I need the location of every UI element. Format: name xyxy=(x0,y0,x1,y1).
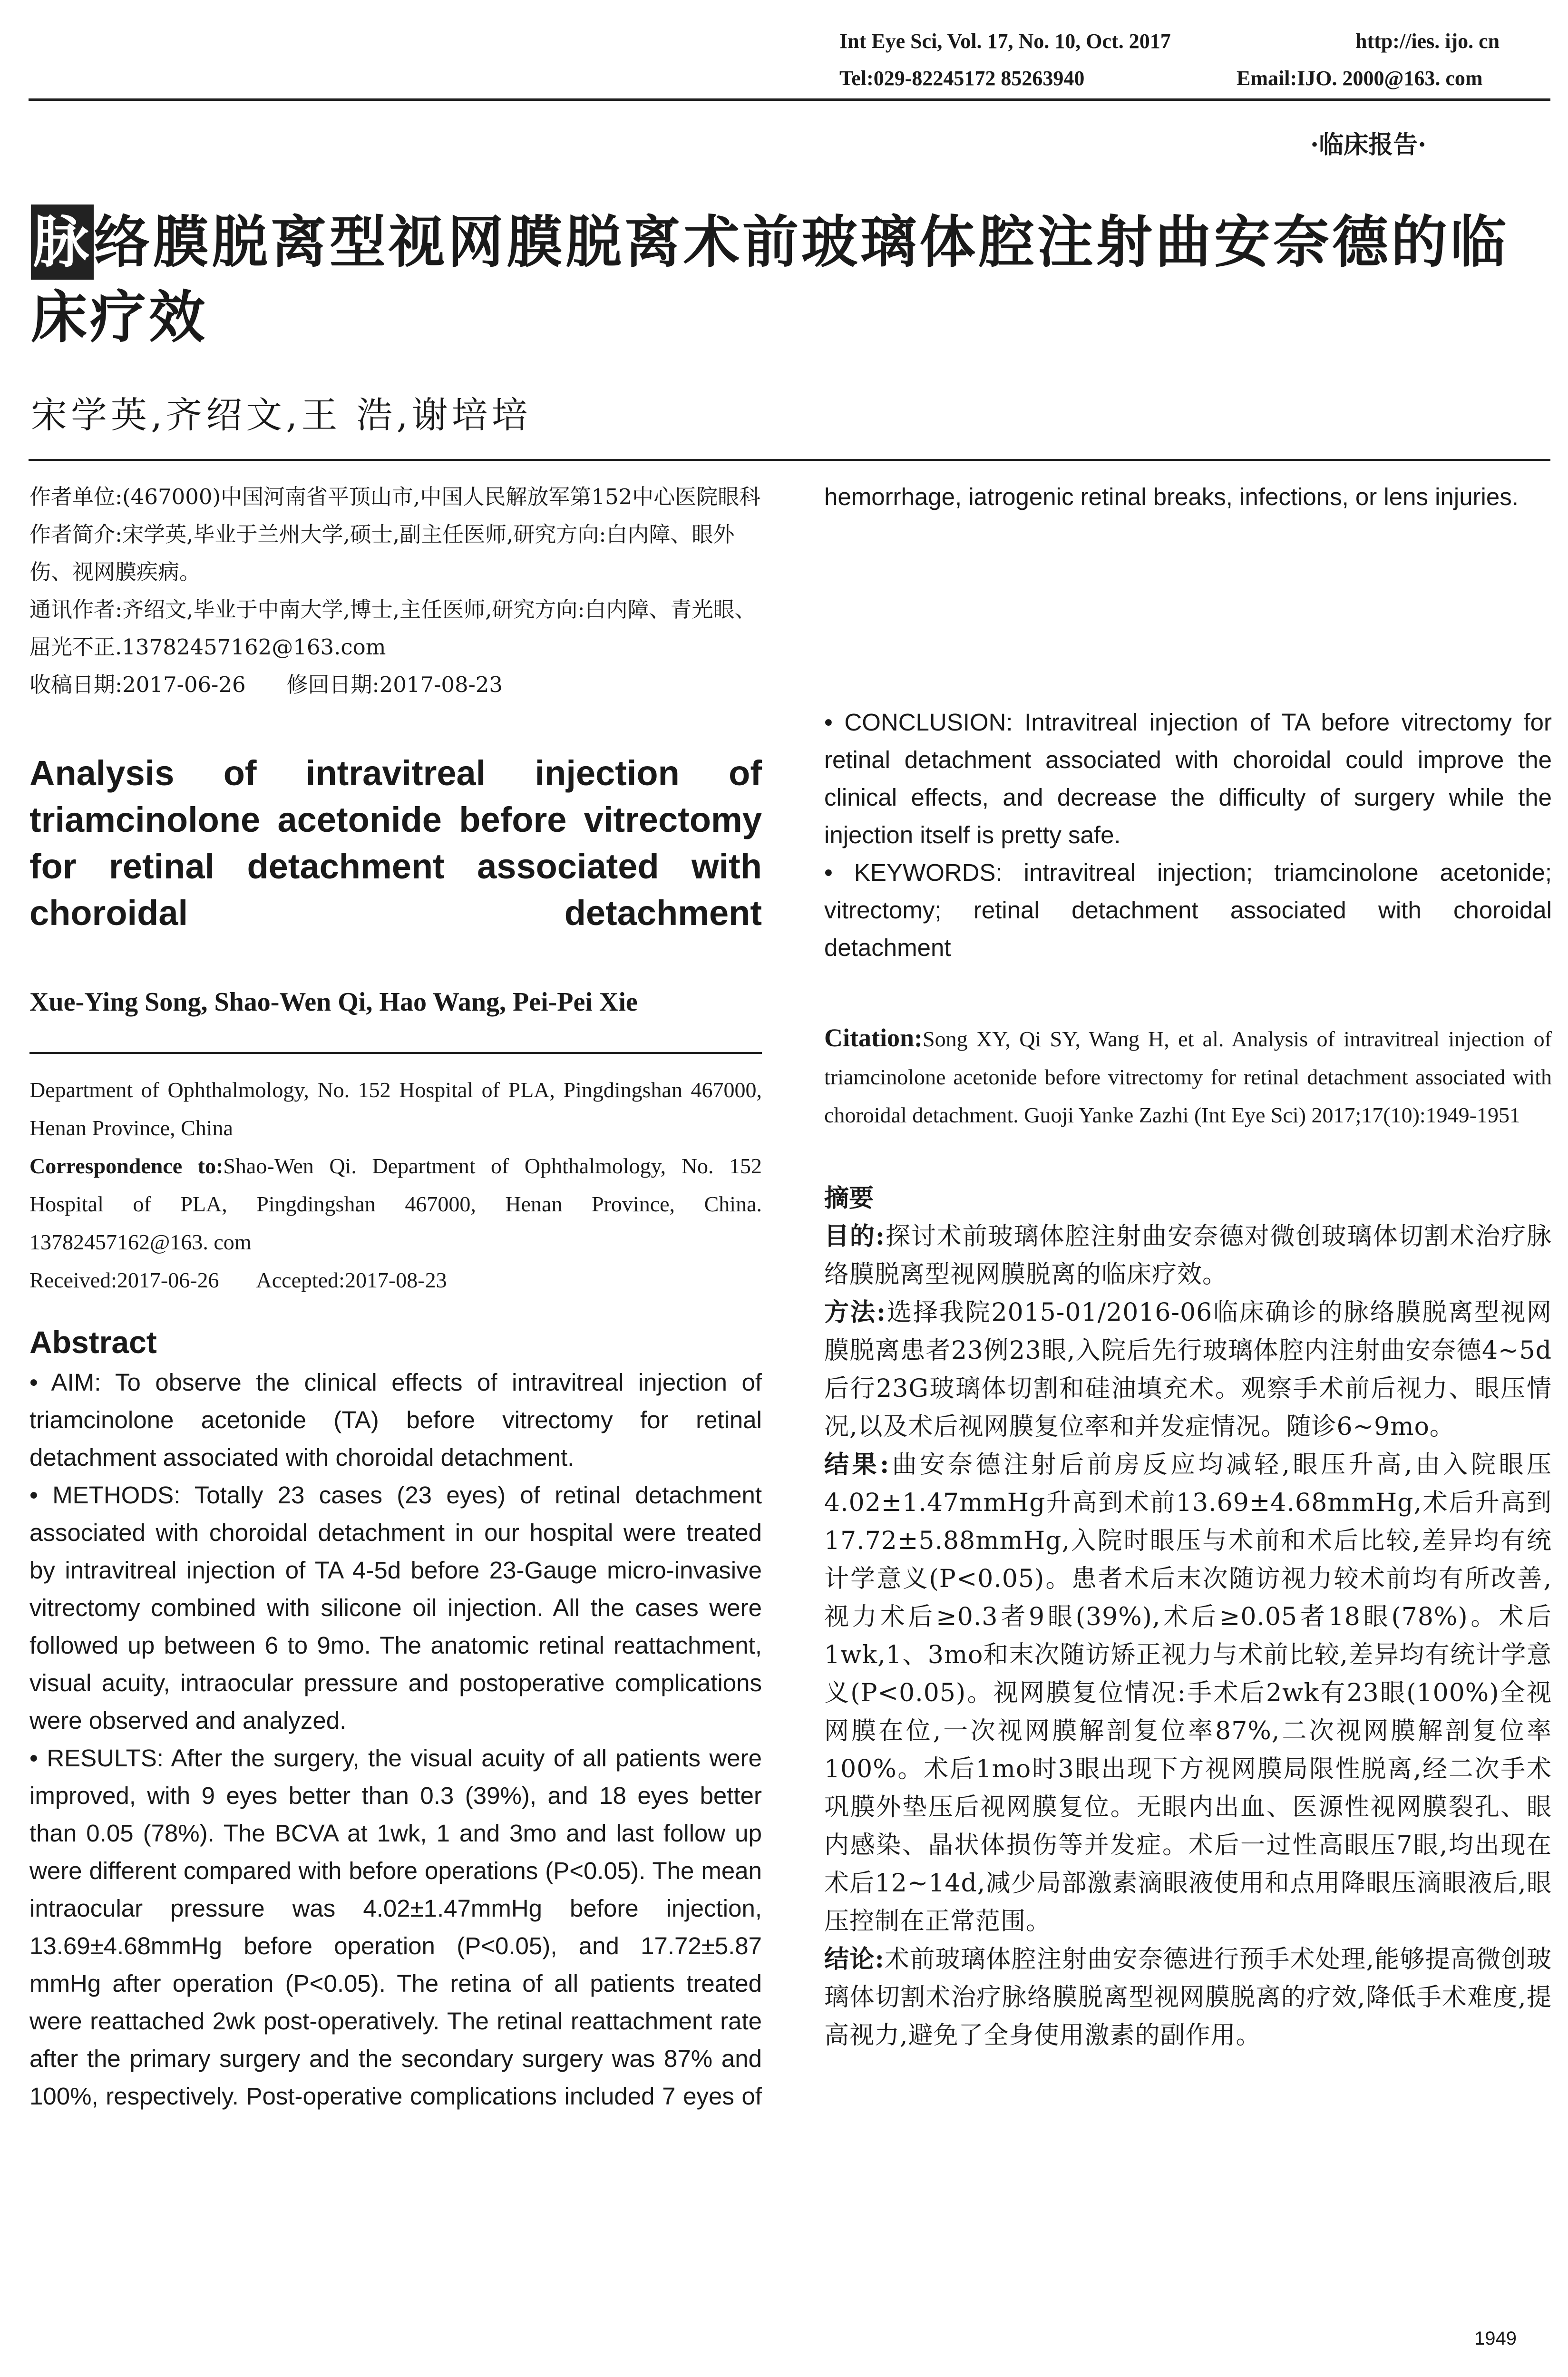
section-label: ·临床报告· xyxy=(1310,130,1427,159)
abstract-methods: • METHODS: Totally 23 cases (23 eyes) of retinal detachment associated with choroidal detachment in our hospital were treated by intravitreal injection of TA 4-5d before 23-Gauge micro-invasive vitrectomy combined with silicone oil injection. All the cases were followed up between 6 to 9mo. The anatomic retinal reattachment, visual acuity, intraocular pressure and postoperative complications were observed and analyzed. xyxy=(29,1481,762,1734)
results-continued-text: hemorrhage, iatrogenic retinal breaks, infections, or lens injuries. xyxy=(824,483,1519,510)
cn-correspondence: 通讯作者:齐绍文,毕业于中南大学,博士,主任医师,研究方向:白内障、青光眼、屈光不正.13782457162@163.com xyxy=(29,597,756,660)
affiliation: Department of Ophthalmology, No. 152 Hospital of PLA, Pingdingshan 467000, Henan Province, China xyxy=(29,1078,762,1140)
cn-results-label: 结果: xyxy=(824,1450,890,1479)
title-rest: 络膜脱离型视网膜脱离术前玻璃体腔注射曲安奈德的临床疗效 xyxy=(31,209,1510,350)
correspondence-label: Correspondence to: xyxy=(29,1154,224,1178)
cn-conclusion xyxy=(824,1940,1552,2055)
en-authors: Xue-Ying Song, Shao-Wen Qi, Hao Wang, Pei-Pei Xie xyxy=(29,987,638,1017)
cn-conclusion-label: 结论: xyxy=(824,1945,885,1974)
abstract-heading: Abstract xyxy=(29,1325,157,1360)
journal-info: Int Eye Sci, Vol. 17, No. 10, Oct. 2017 xyxy=(839,29,1171,53)
citation-text: Song XY, Qi SY, Wang H, et al. Analysis of intravitreal injection of triamcinolone acetonide before vitrectomy for retinal detachment associated with choroidal detachment. Guoji Yanke Zazhi (Int Eye Sci) 2017;17(10):1949-1951 xyxy=(824,1027,1552,1127)
citation-label: Citation: xyxy=(824,1023,923,1052)
page-number: 1949 xyxy=(1474,2328,1517,2349)
cn-dates: 收稿日期:2017-06-26 修回日期:2017-08-23 xyxy=(29,672,503,697)
right-column xyxy=(824,478,1552,2055)
title-rule xyxy=(29,459,1550,461)
left-column xyxy=(29,478,762,2115)
cn-results xyxy=(824,1446,1552,1940)
abstract-results-continued xyxy=(824,478,1552,703)
cn-authors: 宋学英,齐绍文,王 浩,谢培培 xyxy=(31,394,532,436)
authors-rule xyxy=(29,1052,762,1054)
title-initial: 脉 xyxy=(31,205,94,280)
cn-methods xyxy=(824,1294,1552,1446)
journal-tel: Tel:029-82245172 85263940 xyxy=(839,67,1085,90)
cn-objective xyxy=(824,1218,1552,1294)
citation xyxy=(824,1019,1552,1134)
abstract-conclusion: • CONCLUSION: Intravitreal injection of TA before vitrectomy for retinal detachment associated with choroidal could improve the clinical effects, and decrease the difficulty of surgery while the injection itself is pretty safe. xyxy=(824,709,1552,848)
cn-conclusion-text: 术前玻璃体腔注射曲安奈德进行预手术处理,能够提高微创玻璃体切割术治疗脉络膜脱离型视网膜脱离的疗效,降低手术难度,提高视力,避免了全身使用激素的副作用。 xyxy=(824,1945,1552,2050)
header-rule xyxy=(29,98,1550,101)
journal-url[interactable]: http://ies. ijo. cn xyxy=(1355,29,1500,53)
cn-author-bio: 作者简介:宋学英,毕业于兰州大学,硕士,副主任医师,研究方向:白内障、眼外伤、视网膜疾病。 xyxy=(29,522,735,585)
cn-abstract-heading: 摘要 xyxy=(824,1184,874,1213)
abstract-aim: • AIM: To observe the clinical effects of intravitreal injection of triamcinolone acetonide (TA) before vitrectomy for retinal detachment associated with choroidal detachment. xyxy=(29,1369,762,1471)
cn-title xyxy=(31,205,1543,355)
journal-email[interactable]: Email:IJO. 2000@163. com xyxy=(1237,67,1483,90)
cn-methods-label: 方法: xyxy=(824,1298,886,1327)
cn-affiliation: 作者单位:(467000)中国河南省平顶山市,中国人民解放军第152中心医院眼科 xyxy=(29,484,761,509)
cn-objective-text: 探讨术前玻璃体腔注射曲安奈德对微创玻璃体切割术治疗脉络膜脱离型视网膜脱离的临床疗效。 xyxy=(824,1222,1552,1289)
abstract-results: • RESULTS: After the surgery, the visual acuity of all patients were improved, with 9 eyes better than 0.3 (39%), and 18 eyes better than 0.05 (78%). The BCVA at 1wk, 1 and 3mo and last follow up were different compared with before operations (P<0.05). The mean intraocular pressure was 4.02±1.47mmHg before injection, 13.69±4.68mmHg before operation (P<0.05), and 17.72±5.87 mmHg after operation (P<0.05). The retina of all patients treated were reattached 2wk post-operatively. The retinal reattachment rate after the primary surgery and the secondary surgery was 87% and 100%, respectively. Post-operative complications included 7 eyes of xyxy=(29,1744,762,2110)
cn-objective-label: 目的: xyxy=(824,1222,886,1251)
abstract-keywords: • KEYWORDS: intravitreal injection; triamcinolone acetonide; vitrectomy; retinal detachment associated with choroidal detachment xyxy=(824,859,1552,961)
en-title: Analysis of intravitreal injection of triamcinolone acetonide before vitrectomy for retinal detachment associated with choroidal detachment xyxy=(29,753,762,933)
received-dates: Received:2017-06-26 Accepted:2017-08-23 xyxy=(29,1268,447,1292)
cn-methods-text: 选择我院2015-01/2016-06临床确诊的脉络膜脱离型视网膜脱离患者23例23眼,入院后先行玻璃体腔内注射曲安奈德4~5d后行23G玻璃体切割和硅油填充术。观察手术前后视力、眼压情况,以及术后视网膜复位率和并发症情况。随诊6~9mo。 xyxy=(824,1298,1552,1441)
correspondence xyxy=(29,1147,762,1261)
cn-results-text: 曲安奈德注射后前房反应均减轻,眼压升高,由入院眼压4.02±1.47mmHg升高到术前13.69±4.68mmHg,术后升高到17.72±5.88mmHg,入院时眼压与术前和术后比较,差异均有统计学意义(P<0.05)。患者术后末次随访视力较术前均有所改善,视力术后≥0.3者9眼(39%),术后≥0.05者18眼(78%)。术后1wk,1、3mo和末次随访矫正视力与术前比较,差异均有统计学意义(P<0.05)。视网膜复位情况:手术后2wk有23眼(100%)全视网膜在位,一次视网膜解剖复位率87%,二次视网膜解剖复位率100%。术后1mo时3眼出现下方视网膜局限性脱离,经二次手术巩膜外垫压后视网膜复位。无眼内出血、医源性视网膜裂孔、眼内感染、晶状体损伤等并发症。术后一过性高眼压7眼,均出现在术后12~14d,减少局部激素滴眼液使用和点用降眼压滴眼液后,眼压控制在正常范围。 xyxy=(824,1451,1552,1936)
correspondence-text: Shao-Wen Qi. Department of Ophthalmology, No. 152 Hospital of PLA, Pingdingshan 467000, Henan Province, China. 13782457162@163. com xyxy=(29,1154,762,1254)
